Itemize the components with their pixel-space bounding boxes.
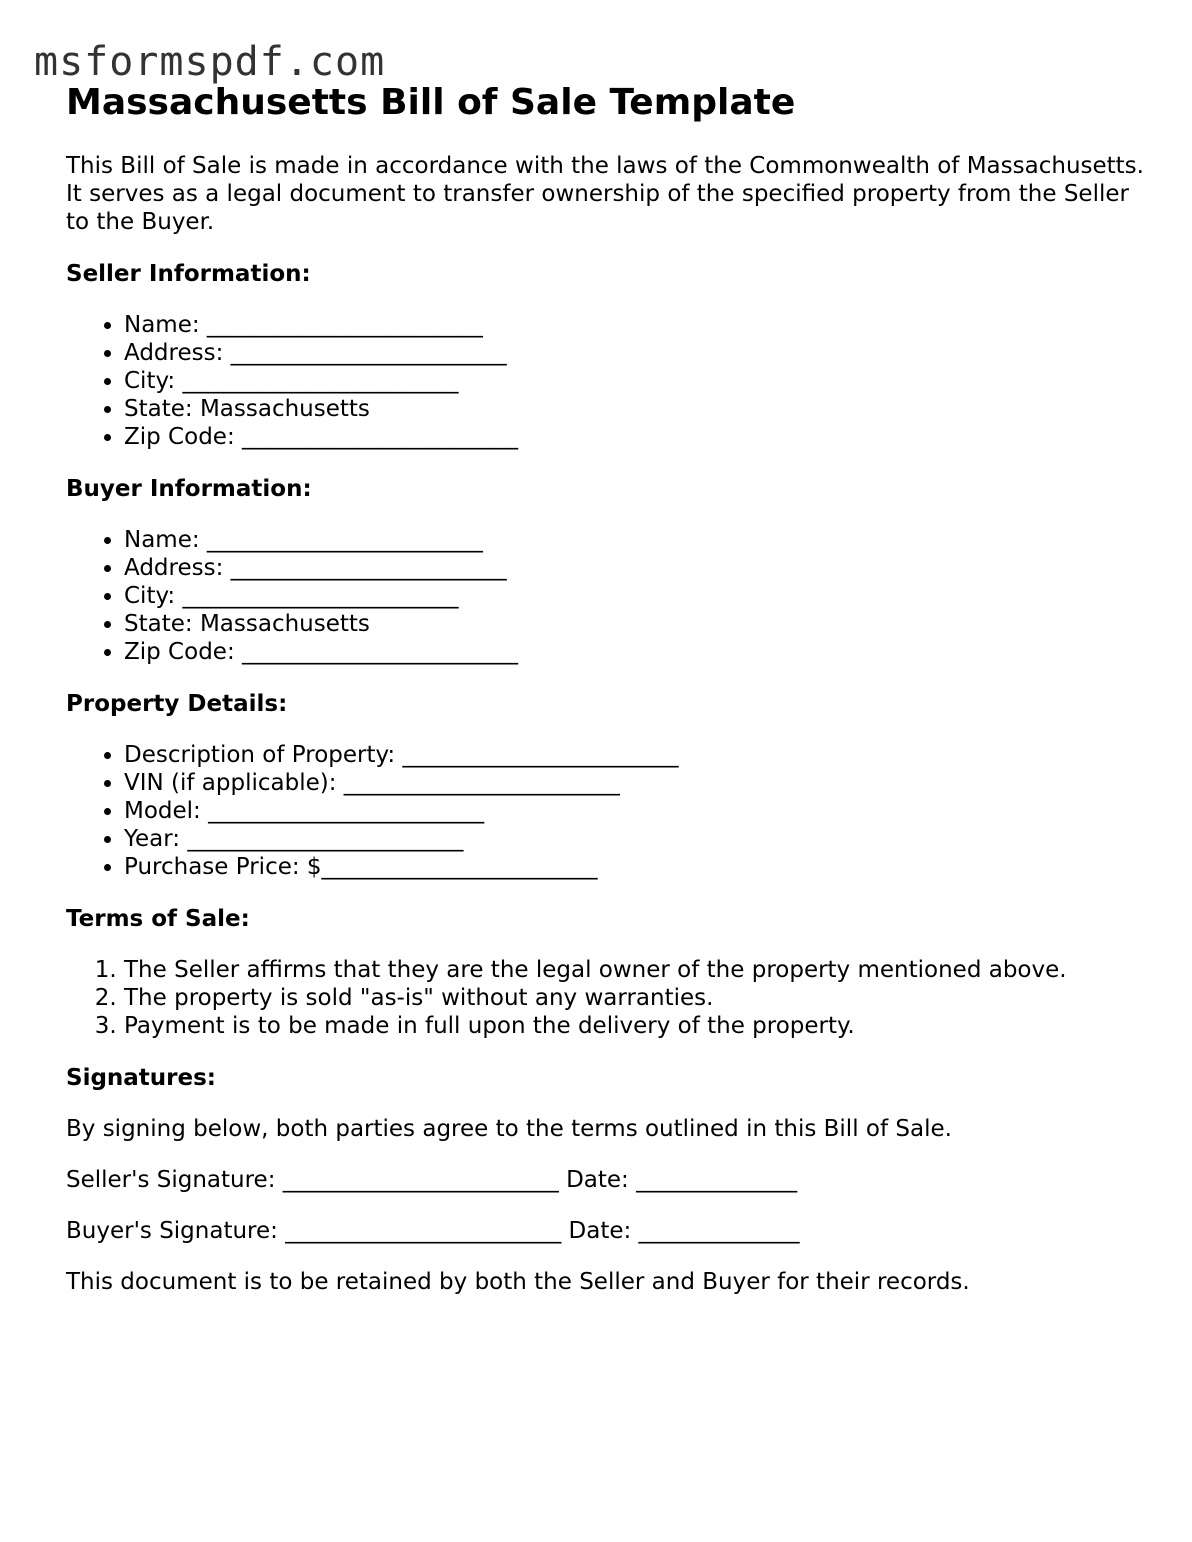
seller-city-field: • City: ________________________ [124, 367, 1146, 395]
buyer-zip-field: • Zip Code: ________________________ [124, 638, 1146, 666]
buyer-name-field: • Name: ________________________ [124, 526, 1146, 554]
signatures-heading: Signatures: [66, 1065, 217, 1091]
terms-heading: Terms of Sale: [66, 906, 250, 932]
page-title: Massachusetts Bill of Sale Template [66, 82, 796, 123]
buyer-address-field: • Address: ________________________ [124, 554, 1146, 582]
seller-signature-line: Seller's Signature: ________________________ Date: ______________ [66, 1167, 798, 1193]
seller-name-field: • Name: ________________________ [124, 311, 1146, 339]
buyer-city-field: • City: ________________________ [124, 582, 1146, 610]
seller-heading: Seller Information: [66, 261, 311, 287]
property-year-field: • Year: ________________________ [124, 825, 1146, 853]
buyer-signature-line: Buyer's Signature: ________________________ Date: ______________ [66, 1218, 800, 1244]
buyer-state-field: • State: Massachusetts [124, 610, 1146, 638]
seller-address-field: • Address: ________________________ [124, 339, 1146, 367]
seller-list [66, 311, 1146, 451]
signature-statement: By signing below, both parties agree to the terms outlined in this Bill of Sale. [66, 1116, 952, 1142]
watermark: msformspdf.com [34, 39, 386, 85]
terms-list [66, 956, 1146, 1040]
property-list [66, 741, 1146, 881]
property-price-field: • Purchase Price: $________________________ [124, 853, 1146, 881]
property-model-field: • Model: ________________________ [124, 797, 1146, 825]
intro-paragraph: This Bill of Sale is made in accordance with the laws of the Commonwealth of Massachusetts. It serves as a legal document to transfer ownership of the specified property from the Seller to the Buyer. [66, 153, 1144, 235]
seller-zip-field: • Zip Code: ________________________ [124, 423, 1146, 451]
property-heading: Property Details: [66, 691, 288, 717]
closing-statement: This document is to be retained by both the Seller and Buyer for their records. [66, 1269, 970, 1295]
property-description-field: • Description of Property: ________________________ [124, 741, 1146, 769]
buyer-heading: Buyer Information: [66, 476, 312, 502]
terms-item: 3. Payment is to be made in full upon the delivery of the property. [124, 1012, 1146, 1040]
terms-item: 2. The property is sold "as-is" without any warranties. [124, 984, 1146, 1012]
seller-state-field: • State: Massachusetts [124, 395, 1146, 423]
document-body [66, 80, 1146, 1296]
terms-item: 1. The Seller affirms that they are the legal owner of the property mentioned above. [124, 956, 1146, 984]
buyer-list [66, 526, 1146, 666]
property-vin-field: • VIN (if applicable): ________________________ [124, 769, 1146, 797]
